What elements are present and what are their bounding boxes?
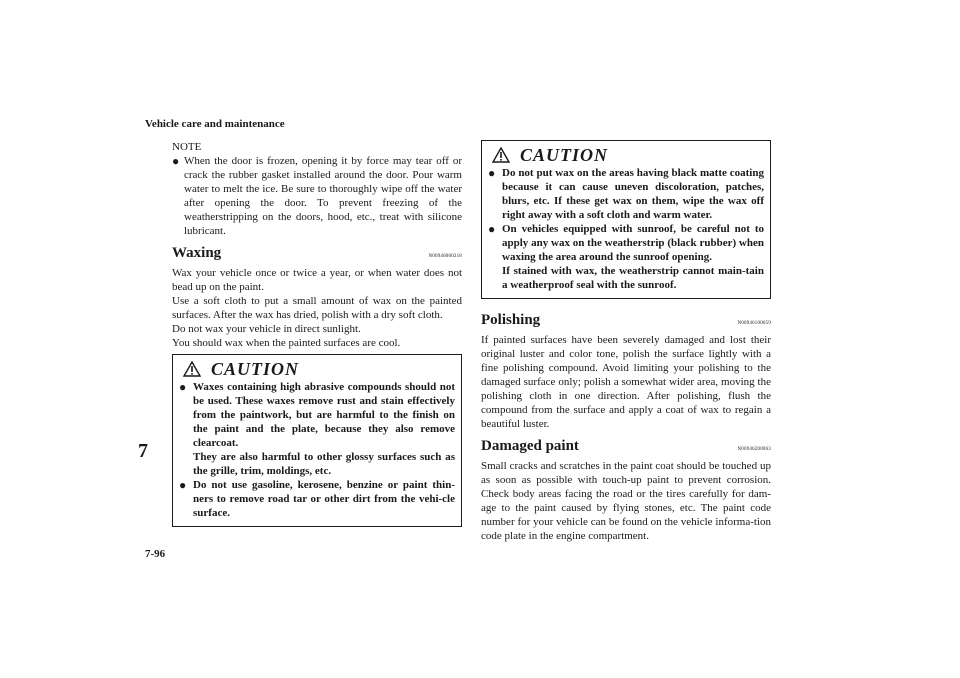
caution-item <box>179 380 455 478</box>
warning-triangle-icon <box>183 361 201 377</box>
caution-text: Do not use gasoline, kerosene, benzine or paint thin-ners to remove road tar or other dirt from the vehi-cle surface. <box>193 479 455 519</box>
caution-title: CAUTION <box>211 359 300 379</box>
caution-text <box>193 380 455 478</box>
section-code: N00946100059 <box>737 321 771 326</box>
waxing-paragraph: You should wax when the painted surfaces are cool. <box>172 337 401 349</box>
caution-text-main: Waxes containing high abrasive compounds should not be used. These waxes remove rust and stain effectively from the paintwork, but are harmful to the finish on the paint and the plate, because they also remove clearcoat. <box>193 381 455 449</box>
caution-header <box>179 358 455 380</box>
caution-box <box>172 354 462 527</box>
caution-title: CAUTION <box>520 145 609 165</box>
section-code: N00946000218 <box>428 254 462 259</box>
caution-text-extra: If stained with wax, the weatherstrip cannot main-tain a weatherproof seal with the sunroof. <box>502 265 764 291</box>
bullet-icon: ● <box>488 222 496 236</box>
bullet-icon: ● <box>488 166 496 180</box>
running-header: Vehicle care and maintenance <box>145 118 285 130</box>
right-column <box>481 140 771 543</box>
polishing-paragraph: If painted surfaces have been severely damaged and lost their original luster and color tone, polish the surface lightly with a fine polishing compound. Avoid limiting your polishing to the damaged surface only; polish a somewhat wider area, moving the polishing cloth in one direction. After polishing, flush the compound from the surface and apply a coat of wax to regain a beautiful luster. <box>481 334 771 430</box>
damaged-paint-heading <box>481 439 771 457</box>
section-code: N00946200063 <box>737 447 771 452</box>
note-label: NOTE <box>172 141 202 153</box>
section-title: Waxing <box>172 245 222 261</box>
note-item <box>172 154 462 238</box>
section-title: Damaged paint <box>481 438 579 454</box>
caution-item <box>179 478 455 520</box>
page-number: 7-96 <box>145 548 166 560</box>
caution-item <box>488 166 764 222</box>
chapter-tab: 7 <box>138 440 148 462</box>
caution-text-extra: They are also harmful to other glossy surfaces such as the grille, trim, moldings, etc. <box>193 451 455 477</box>
caution-header <box>488 144 764 166</box>
caution-text-main: On vehicles equipped with sunroof, be careful not to apply any wax on the weatherstrip (black rubber) when waxing the area around the sunroof opening. <box>502 223 764 263</box>
waxing-paragraph: Use a soft cloth to put a small amount of wax on the painted surfaces. After the wax has dried, polish with a dry soft cloth. <box>172 295 462 321</box>
bullet-icon: ● <box>179 478 187 492</box>
left-column <box>172 140 462 527</box>
waxing-heading <box>172 246 462 264</box>
waxing-paragraph: Wax your vehicle once or twice a year, or when water does not bead up on the paint. <box>172 267 462 293</box>
note-text: When the door is frozen, opening it by force may tear off or crack the rubber gasket installed around the door. Pour warm water to melt the ice. Be sure to thoroughly wipe off the water after opening the door. To prevent freezing of the weatherstripping on the doors, hood, etc., treat with silicone lubricant. <box>184 155 462 237</box>
caution-box <box>481 140 771 299</box>
section-title: Polishing <box>481 312 541 328</box>
caution-item <box>488 222 764 292</box>
caution-text <box>502 222 764 292</box>
bullet-icon: ● <box>172 154 180 168</box>
polishing-heading <box>481 313 771 331</box>
warning-triangle-icon <box>492 147 510 163</box>
bullet-icon: ● <box>179 380 187 394</box>
damaged-paint-paragraph: Small cracks and scratches in the paint coat should be touched up as soon as possible with touch-up paint to prevent corrosion. Check body areas facing the road or the tires carefully for dam-age to the paint caused by flying stones, etc. The paint code number for your vehicle can be found on the vehicle informa-tion code plate in the engine compartment. <box>481 460 771 542</box>
caution-text: Do not put wax on the areas having black matte coating because it can cause uneven discoloration, patches, blurs, etc. If these get wax on them, wipe the wax off right away with a soft cloth and warm water. <box>502 167 764 221</box>
waxing-paragraph: Do not wax your vehicle in direct sunlight. <box>172 323 361 335</box>
